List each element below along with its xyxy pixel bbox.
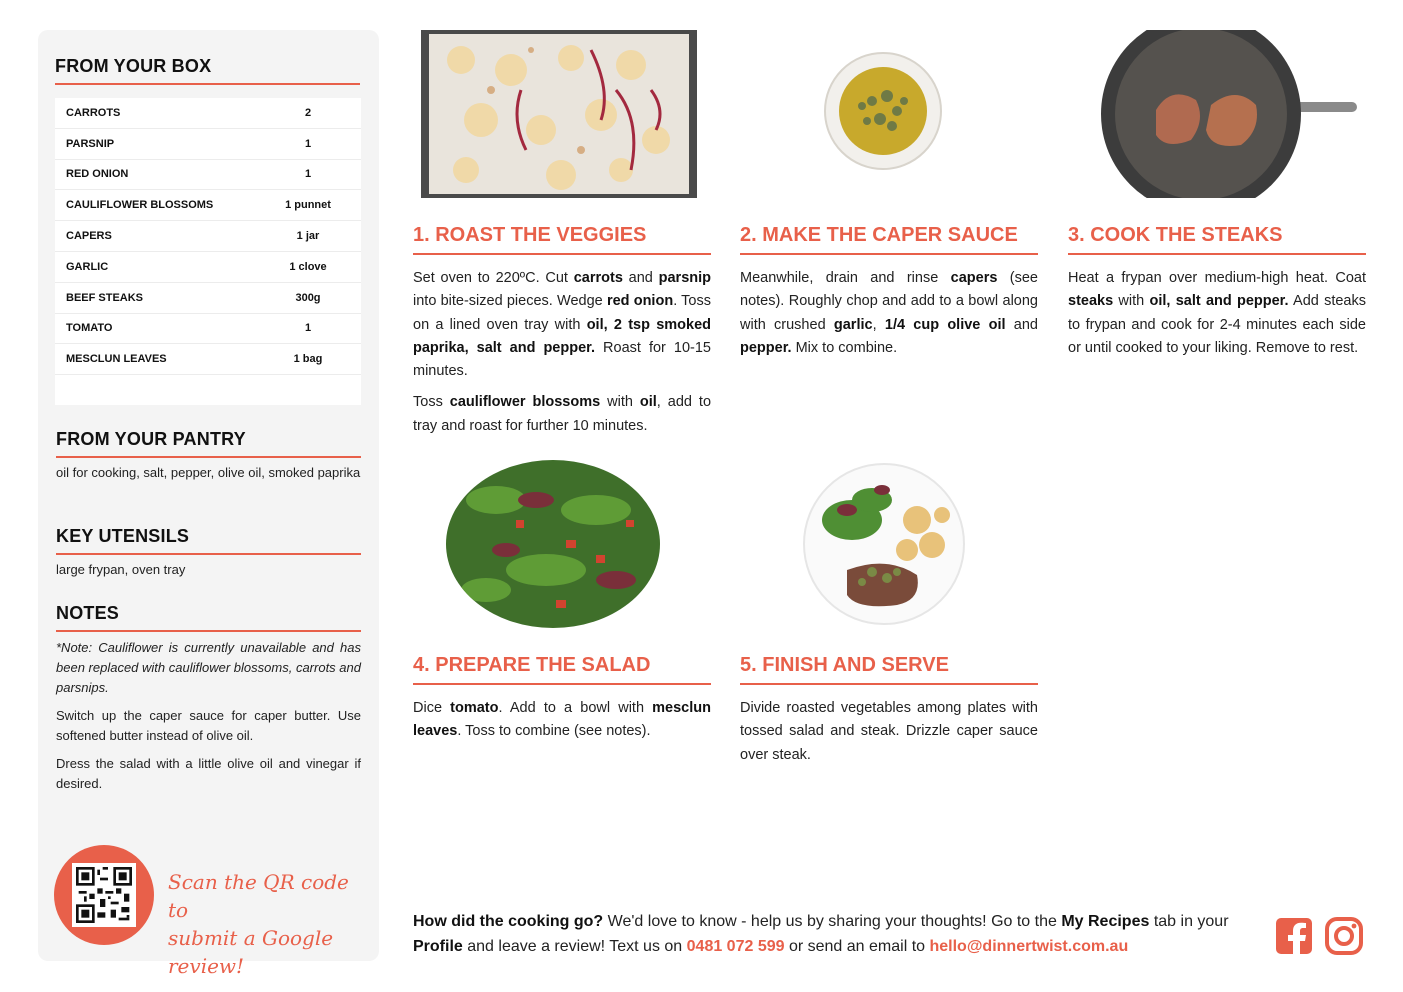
ingredient-name: GARLIC [66,260,109,273]
step5-title: 5. FINISH AND SERVE [740,654,1038,685]
salad-image [446,460,661,628]
contact-link[interactable]: hello@dinnertwist.com.au [929,938,1129,955]
step5-paragraph: Divide roasted vegetables among plates with tossed salad and steak. Drizzle caper sauce over steak. [740,700,1038,763]
ingredient-row [55,314,361,345]
ingredient-name: CAULIFLOWER BLOSSOMS [66,199,214,212]
step3-text [1068,267,1366,368]
bold-run: capers [950,270,998,286]
ingredient-qty: 1 punnet [285,199,331,212]
ingredient-name: BEEF STEAKS [66,291,144,304]
ingredient-qty: 300g [295,291,321,304]
notes-title: NOTES [56,603,361,632]
ingredient-row [55,160,361,191]
bold-run: steaks [1068,293,1114,310]
ingredient-qty: 1 clove [289,260,327,273]
ingredient-row [55,283,361,314]
step1-text [413,267,711,446]
ingredient-name: CAPERS [66,230,112,243]
cook-steaks-image [1101,30,1359,198]
step5-text [740,697,1038,775]
ingredient-row [55,98,361,129]
ingredient-name: MESCLUN LEAVES [66,353,167,366]
step2-text [740,267,1038,368]
instagram-icon[interactable] [1325,917,1363,955]
ingredient-qty: 1 jar [296,230,320,243]
note-caper-butter: Switch up the caper sauce for caper butter. Use softened butter instead of olive oil. [56,708,361,743]
qr-caption-line1: Scan the QR code to [168,870,349,922]
step4-paragraph: Dice tomato. Add to a bowl with mesclun leaves. Toss to combine (see notes). [413,700,711,740]
ingredient-qty: 1 [304,322,312,335]
finished-dish-image [802,460,967,628]
bold-run: carrots [573,270,623,286]
utensils-text: large frypan, oven tray [56,562,186,577]
step1-title: 1. ROAST THE VEGGIES [413,224,711,255]
qr-caption [168,868,368,980]
step3-paragraph: Heat a frypan over medium-high heat. Coat steaks with oil, salt and pepper. Add steaks to frypan and cook for 2-4 minutes each side or until cooked to your liking. Remove to rest. [1068,270,1366,356]
bold-run: oil [639,394,657,411]
ingredient-qty: 2 [304,106,312,119]
qr-badge[interactable] [54,845,154,945]
utensils-title: KEY UTENSILS [56,526,361,555]
step4-text [413,697,711,752]
bold-run: cauliflower blossoms [449,394,601,411]
note-dressing: Dress the salad with a little olive oil and vinegar if desired. [56,756,361,791]
pantry-text: oil for cooking, salt, pepper, olive oil, smoked paprika [56,465,361,480]
qr-caption-line2: submit a Google review! [168,926,334,978]
ingredient-qty: 1 bag [293,353,323,366]
bold-run: mesclun leaves [413,700,711,740]
ingredients-sidebar [38,30,379,978]
bold-run: pepper. [740,339,792,356]
step1-paragraph: Set oven to 220ºC. Cut carrots and parsnip into bite-sized pieces. Wedge red onion. Toss on a lined oven tray with oil, 2 tsp smoked paprika, salt and pepper. Roast for 10-15 minutes. [413,270,712,380]
ingredient-name: RED ONION [66,168,129,181]
caper-sauce-image [822,51,944,171]
roast-veggies-image [421,30,697,198]
ingredient-qty: 1 [304,137,312,150]
facebook-icon[interactable] [1275,917,1313,955]
step2-paragraph: Meanwhile, drain and rinse capers (see notes). Roughly chop and add to a bowl along with crushed garlic, 1/4 cup olive oil and pepper. Mix to combine. [740,270,1038,356]
bold-run: oil, salt and pepper. [1149,293,1289,310]
contact-link[interactable]: 0481 072 599 [686,938,785,955]
bold-run: parsnip [658,270,712,286]
box-title: FROM YOUR BOX [55,56,360,85]
ingredient-row [55,252,361,283]
ingredient-row [55,190,361,221]
ingredient-name: CARROTS [66,106,121,119]
step2-title: 2. MAKE THE CAPER SAUCE [740,224,1038,255]
ingredient-row [55,221,361,252]
bold-run: red onion [606,293,674,310]
note-cauliflower: *Note: Cauliflower is currently unavailable and has been replaced with cauliflower blossoms, carrots and parsnips. [56,640,361,695]
step4-title: 4. PREPARE THE SALAD [413,654,711,685]
step3-title: 3. COOK THE STEAKS [1068,224,1366,255]
ingredients-table [55,98,361,405]
bold-run: oil, 2 tsp smoked paprika, salt and pepper. [413,316,711,356]
bold-run: My Recipes [1061,913,1150,930]
pantry-title: FROM YOUR PANTRY [56,429,361,458]
review-prompt: How did the cooking go? We'd love to know - help us by sharing your thoughts! Go to the My Recipes tab in your Profile and leave a review! Text us on 0481 072 599 or send an email to hello@dinnertwist.com.au [413,913,1229,955]
ingredient-name: TOMATO [66,322,113,335]
bold-run: 1/4 cup olive oil [884,316,1006,333]
bold-run: tomato [450,700,499,716]
ingredient-row [55,344,361,375]
step1-paragraph-2: Toss cauliflower blossoms with oil, add to tray and roast for further 10 minutes. [413,394,712,434]
bold-run: How did the cooking go? [413,913,604,930]
ingredient-name: PARSNIP [66,137,115,150]
qr-code-icon[interactable] [72,863,136,927]
bold-run: Profile [413,938,463,955]
ingredient-row [55,129,361,160]
ingredient-qty: 1 [304,168,312,181]
bold-run: garlic [833,316,873,333]
